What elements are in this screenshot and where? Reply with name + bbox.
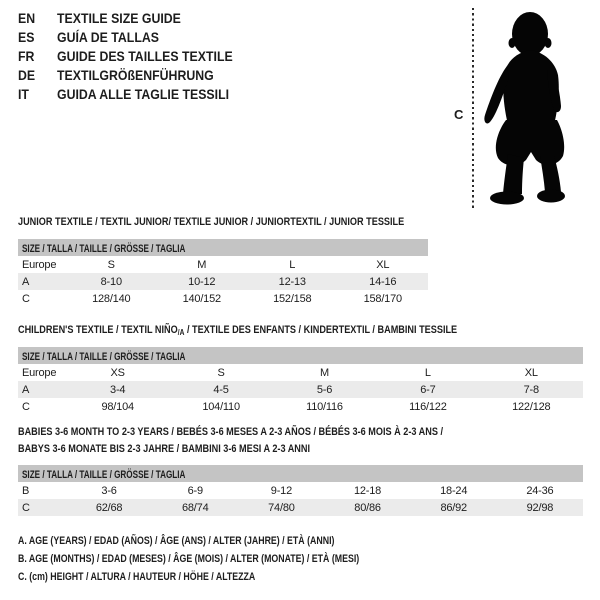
size-header-bar xyxy=(18,239,428,256)
babies-table-title-line2: BABYS 3-6 MONATE BIS 2-3 JAHRE / BAMBINI 3-6 MESI A 2-3 ANNI xyxy=(18,443,311,455)
language-code: FR xyxy=(18,47,35,64)
children-title-sub: /A xyxy=(177,328,185,337)
table-row xyxy=(18,381,583,398)
row-label: A xyxy=(18,273,66,290)
cell: 3-4 xyxy=(66,381,169,398)
size-header-bar xyxy=(18,347,583,364)
legend-line-a: A. AGE (YEARS) / EDAD (AÑOS) / ÂGE (ANS) / ALTER (JAHRE) / ETÀ (ANNI) xyxy=(18,535,335,547)
language-code: DE xyxy=(18,66,36,83)
size-header-label: SIZE / TALLA / TAILLE / GRÖSSE / TAGLIA xyxy=(22,351,186,363)
language-code: EN xyxy=(18,9,36,26)
table-row xyxy=(18,398,583,415)
language-title: GUIDE DES TAILLES TEXTILE xyxy=(57,47,233,64)
language-code: IT xyxy=(18,85,29,102)
row-label: B xyxy=(22,484,30,497)
row-label: Europe xyxy=(22,366,57,379)
row-label: Europe xyxy=(22,258,57,271)
cell: XS xyxy=(110,366,125,379)
language-row xyxy=(18,84,257,103)
cell: 12-18 xyxy=(353,484,382,497)
cell: 116/122 xyxy=(409,400,447,413)
table-row xyxy=(18,256,428,273)
cell: 158/170 xyxy=(363,292,402,305)
cell: 5-6 xyxy=(273,381,376,398)
language-title: GUIDA ALLE TAGLIE TESSILI xyxy=(57,85,230,102)
table-row xyxy=(18,482,583,499)
size-header-label: SIZE / TALLA / TAILLE / GRÖSSE / TAGLIA xyxy=(22,243,186,255)
language-code: ES xyxy=(18,28,35,45)
babies-size-table xyxy=(18,482,583,516)
cell: 98/104 xyxy=(101,400,134,413)
cell: 152/158 xyxy=(273,292,312,305)
size-header-label: SIZE / TALLA / TAILLE / GRÖSSE / TAGLIA xyxy=(22,469,186,481)
size-header-bar xyxy=(18,465,583,482)
cell: 3-6 xyxy=(101,484,117,497)
cell: 7-8 xyxy=(480,381,583,398)
height-dotted-line xyxy=(472,8,474,209)
cell: 9-12 xyxy=(270,484,292,497)
cell: L xyxy=(289,258,296,271)
cell: 74/80 xyxy=(238,499,324,516)
cell: 104/110 xyxy=(202,400,240,413)
language-row xyxy=(18,65,257,84)
language-row xyxy=(18,27,257,46)
cell: M xyxy=(319,366,329,379)
junior-table-title: JUNIOR TEXTILE / TEXTIL JUNIOR/ TEXTILE JUNIOR / JUNIORTEXTIL / JUNIOR TESSILE xyxy=(18,216,405,228)
cell: 18-24 xyxy=(440,484,468,497)
cell: M xyxy=(197,258,207,271)
cell: 62/68 xyxy=(66,499,152,516)
row-label: A xyxy=(18,381,66,398)
cell: 86/92 xyxy=(411,499,497,516)
junior-size-table xyxy=(18,256,428,307)
children-table-title xyxy=(18,323,457,340)
height-marker-label: C xyxy=(454,107,464,122)
row-label: C xyxy=(22,292,30,305)
cell: XL xyxy=(524,366,538,379)
table-row xyxy=(18,273,428,290)
cell: 24-36 xyxy=(526,484,554,497)
language-title: GUÍA DE TALLAS xyxy=(57,28,159,45)
legend-line-b: B. AGE (MONTHS) / EDAD (MESES) / ÂGE (MOIS) / ALTER (MONATE) / ETÀ (MESI) xyxy=(18,553,360,565)
row-label: C xyxy=(22,400,30,413)
cell: 6-7 xyxy=(376,381,479,398)
cell: 68/74 xyxy=(152,499,238,516)
language-title: TEXTILE SIZE GUIDE xyxy=(57,9,181,26)
cell: XL xyxy=(376,258,390,271)
language-list xyxy=(18,8,257,103)
cell: S xyxy=(107,258,115,271)
table-row xyxy=(18,499,583,516)
table-row xyxy=(18,364,583,381)
cell: 4-5 xyxy=(169,381,272,398)
row-label: C xyxy=(18,499,66,516)
cell: 14-16 xyxy=(338,273,429,290)
children-title-rest: / TEXTILE DES ENFANTS / KINDERTEXTIL / BAMBINI TESSILE xyxy=(184,324,458,336)
legend-line-c: C. (cm) HEIGHT / ALTURA / HAUTEUR / HÖHE / ALTEZZA xyxy=(18,571,256,583)
language-title: TEXTILGRÖßENFÜHRUNG xyxy=(57,66,214,83)
cell: L xyxy=(424,366,431,379)
language-row xyxy=(18,8,257,27)
cell: 128/140 xyxy=(92,292,131,305)
cell: 10-12 xyxy=(157,273,248,290)
language-row xyxy=(18,46,257,65)
children-size-table xyxy=(18,364,583,415)
cell: 80/86 xyxy=(324,499,410,516)
cell: 12-13 xyxy=(247,273,338,290)
babies-table-title-line1: BABIES 3-6 MONTH TO 2-3 YEARS / BEBÉS 3-6 MESES A 2-3 AÑOS / BÉBÉS 3-6 MOIS À 2-3 ANS / xyxy=(18,426,443,438)
cell: 6-9 xyxy=(187,484,203,497)
cell: 122/128 xyxy=(512,400,551,413)
cell: 110/116 xyxy=(306,400,343,413)
baby-silhouette-icon xyxy=(481,8,566,208)
cell: 92/98 xyxy=(497,499,583,516)
table-row xyxy=(18,290,428,307)
cell: 8-10 xyxy=(66,273,157,290)
children-title-main: CHILDREN'S TEXTILE / TEXTIL NIÑO xyxy=(18,324,178,336)
cell: 140/152 xyxy=(182,292,221,305)
cell: S xyxy=(217,366,225,379)
